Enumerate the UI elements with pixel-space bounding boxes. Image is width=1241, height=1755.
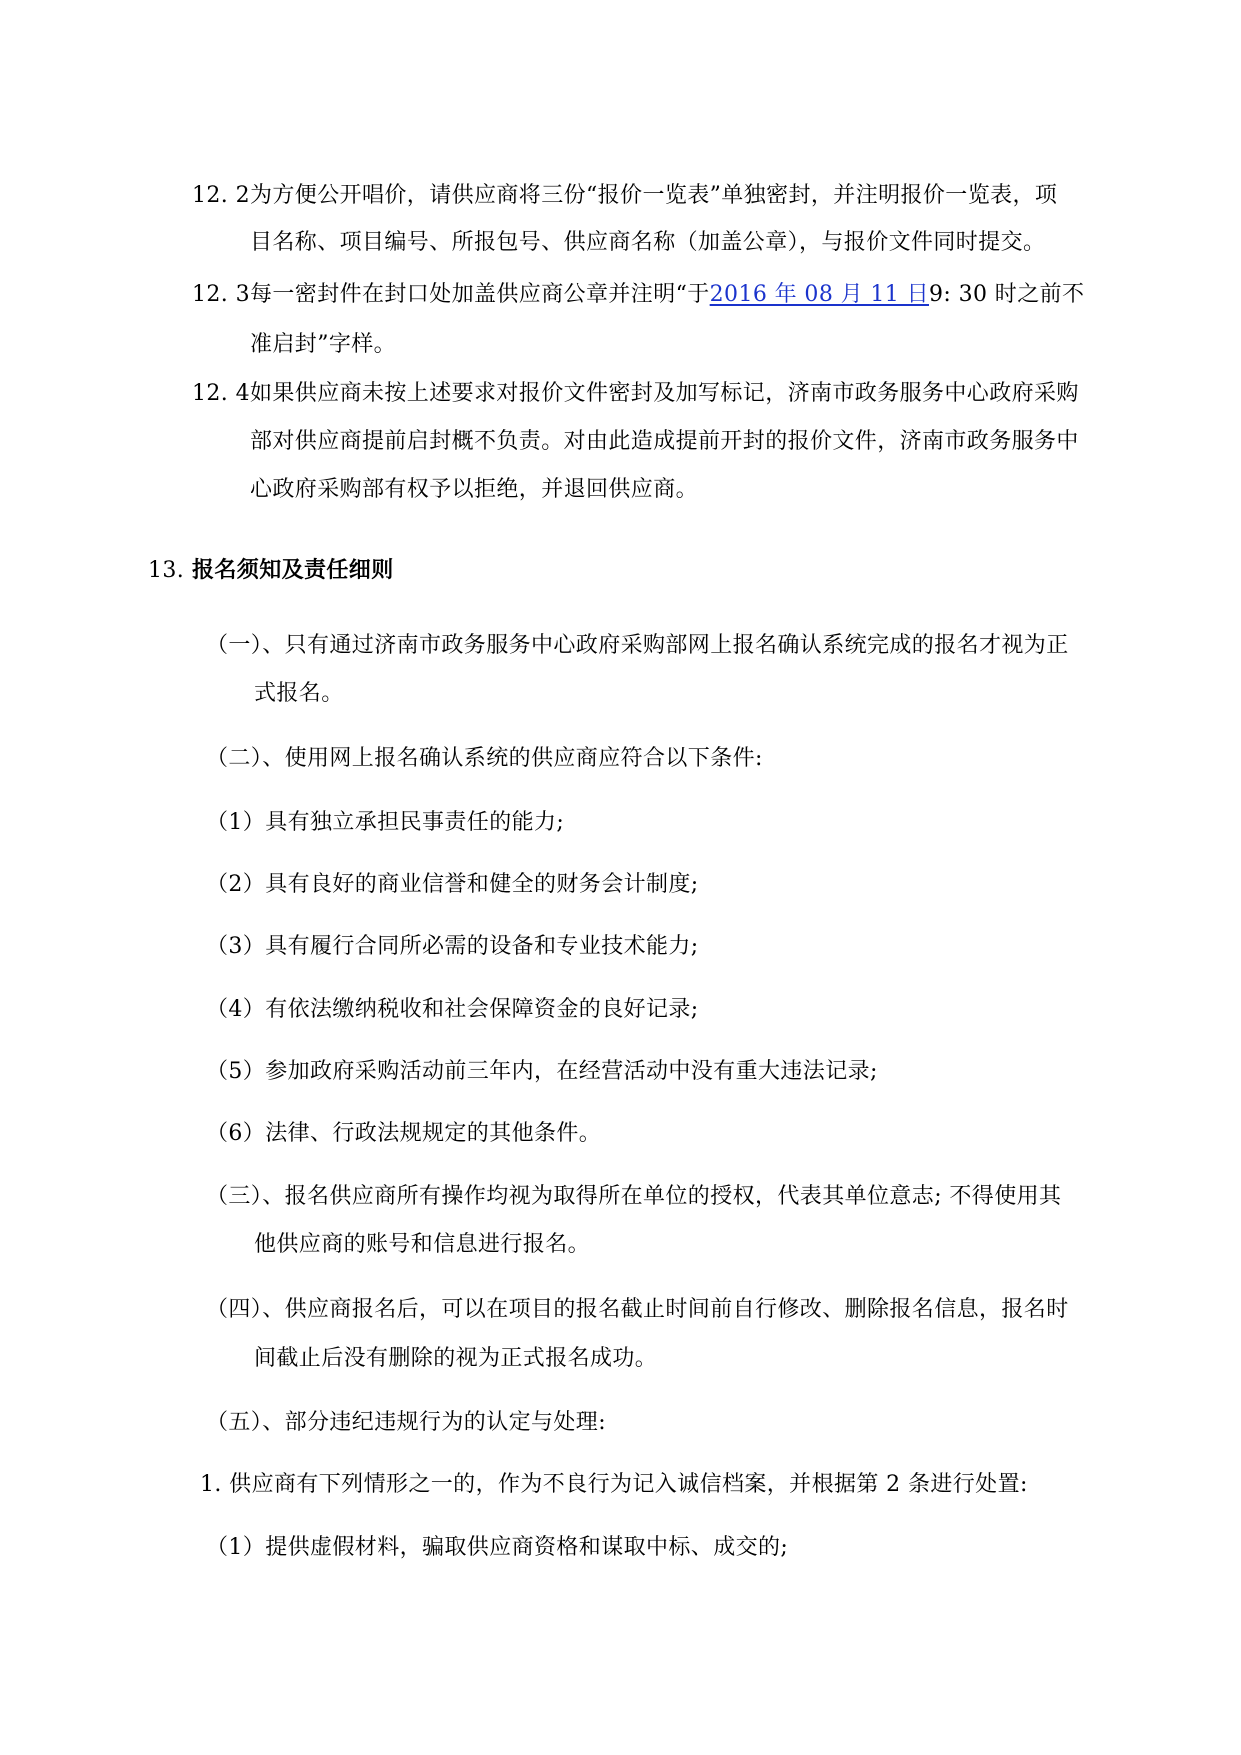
condition-4: （4）有依法缴纳税收和社会保障资金的良好记录; <box>206 997 699 1022</box>
condition-6: （6）法律、行政法规规定的其他条件。 <box>206 1121 602 1146</box>
date-link[interactable]: 2016 年 08 月 11 日 <box>709 282 929 307</box>
item-12-3-number: 12. 3 <box>192 282 250 307</box>
para-3-line-1: （三）、报名供应商所有操作均视为取得所在单位的授权，代表其单位意志; 不得使用其 <box>206 1184 1062 1209</box>
item-12-4-number: 12. 4 <box>192 381 250 406</box>
item-12-3-line-1: 12. 3每一密封件在封口处加盖供应商公章并注明“于2016 年 08 月 11 日9: 30 时之前不 <box>192 280 1084 310</box>
item-12-3-line-2: 准启封”字样。 <box>250 332 397 357</box>
para-1-line-1: （一）、只有通过济南市政务服务中心政府采购部网上报名确认系统完成的报名才视为正 <box>206 633 1069 658</box>
condition-3: （3）具有履行合同所必需的设备和专业技术能力; <box>206 934 699 959</box>
rule-1-item-1: （1）提供虚假材料，骗取供应商资格和谋取中标、成交的; <box>206 1535 789 1560</box>
rule-1: 1. 供应商有下列情形之一的，作为不良行为记入诚信档案，并根据第 2 条进行处置: <box>200 1472 1028 1497</box>
condition-5: （5）参加政府采购活动前三年内，在经营活动中没有重大违法记录; <box>206 1059 878 1084</box>
condition-1: （1）具有独立承担民事责任的能力; <box>206 810 565 835</box>
para-4-line-1: （四）、供应商报名后，可以在项目的报名截止时间前自行修改、删除报名信息，报名时 <box>206 1297 1069 1322</box>
para-4-line-2: 间截止后没有删除的视为正式报名成功。 <box>254 1346 658 1371</box>
para-3-line-2: 他供应商的账号和信息进行报名。 <box>254 1232 591 1257</box>
item-12-4-line-3: 心政府采购部有权予以拒绝，并退回供应商。 <box>250 477 699 502</box>
section-13-number: 13. <box>148 558 185 583</box>
item-12-2-line-2: 目名称、项目编号、所报包号、供应商名称（加盖公章），与报价文件同时提交。 <box>250 230 1046 255</box>
para-5: （五）、部分违纪违规行为的认定与处理: <box>206 1410 607 1435</box>
item-12-2-number: 12. 2 <box>192 183 250 208</box>
para-2: （二）、使用网上报名确认系统的供应商应符合以下条件: <box>206 746 763 771</box>
item-12-4-line-2: 部对供应商提前启封概不负责。对由此造成提前开封的报价文件，济南市政务服务中 <box>250 429 1079 454</box>
item-12-4-line-1: 12. 4如果供应商未按上述要求对报价文件密封及加写标记，济南市政务服务中心政府采购 <box>192 379 1079 409</box>
para-1-line-2: 式报名。 <box>254 681 344 706</box>
item-12-2-line-1: 12. 2为方便公开唱价，请供应商将三份“报价一览表”单独密封，并注明报价一览表，项 <box>192 181 1057 211</box>
condition-2: （2）具有良好的商业信誉和健全的财务会计制度; <box>206 872 699 897</box>
section-13-title: 报名须知及责任细则 <box>192 557 394 583</box>
section-13-heading <box>148 555 394 586</box>
